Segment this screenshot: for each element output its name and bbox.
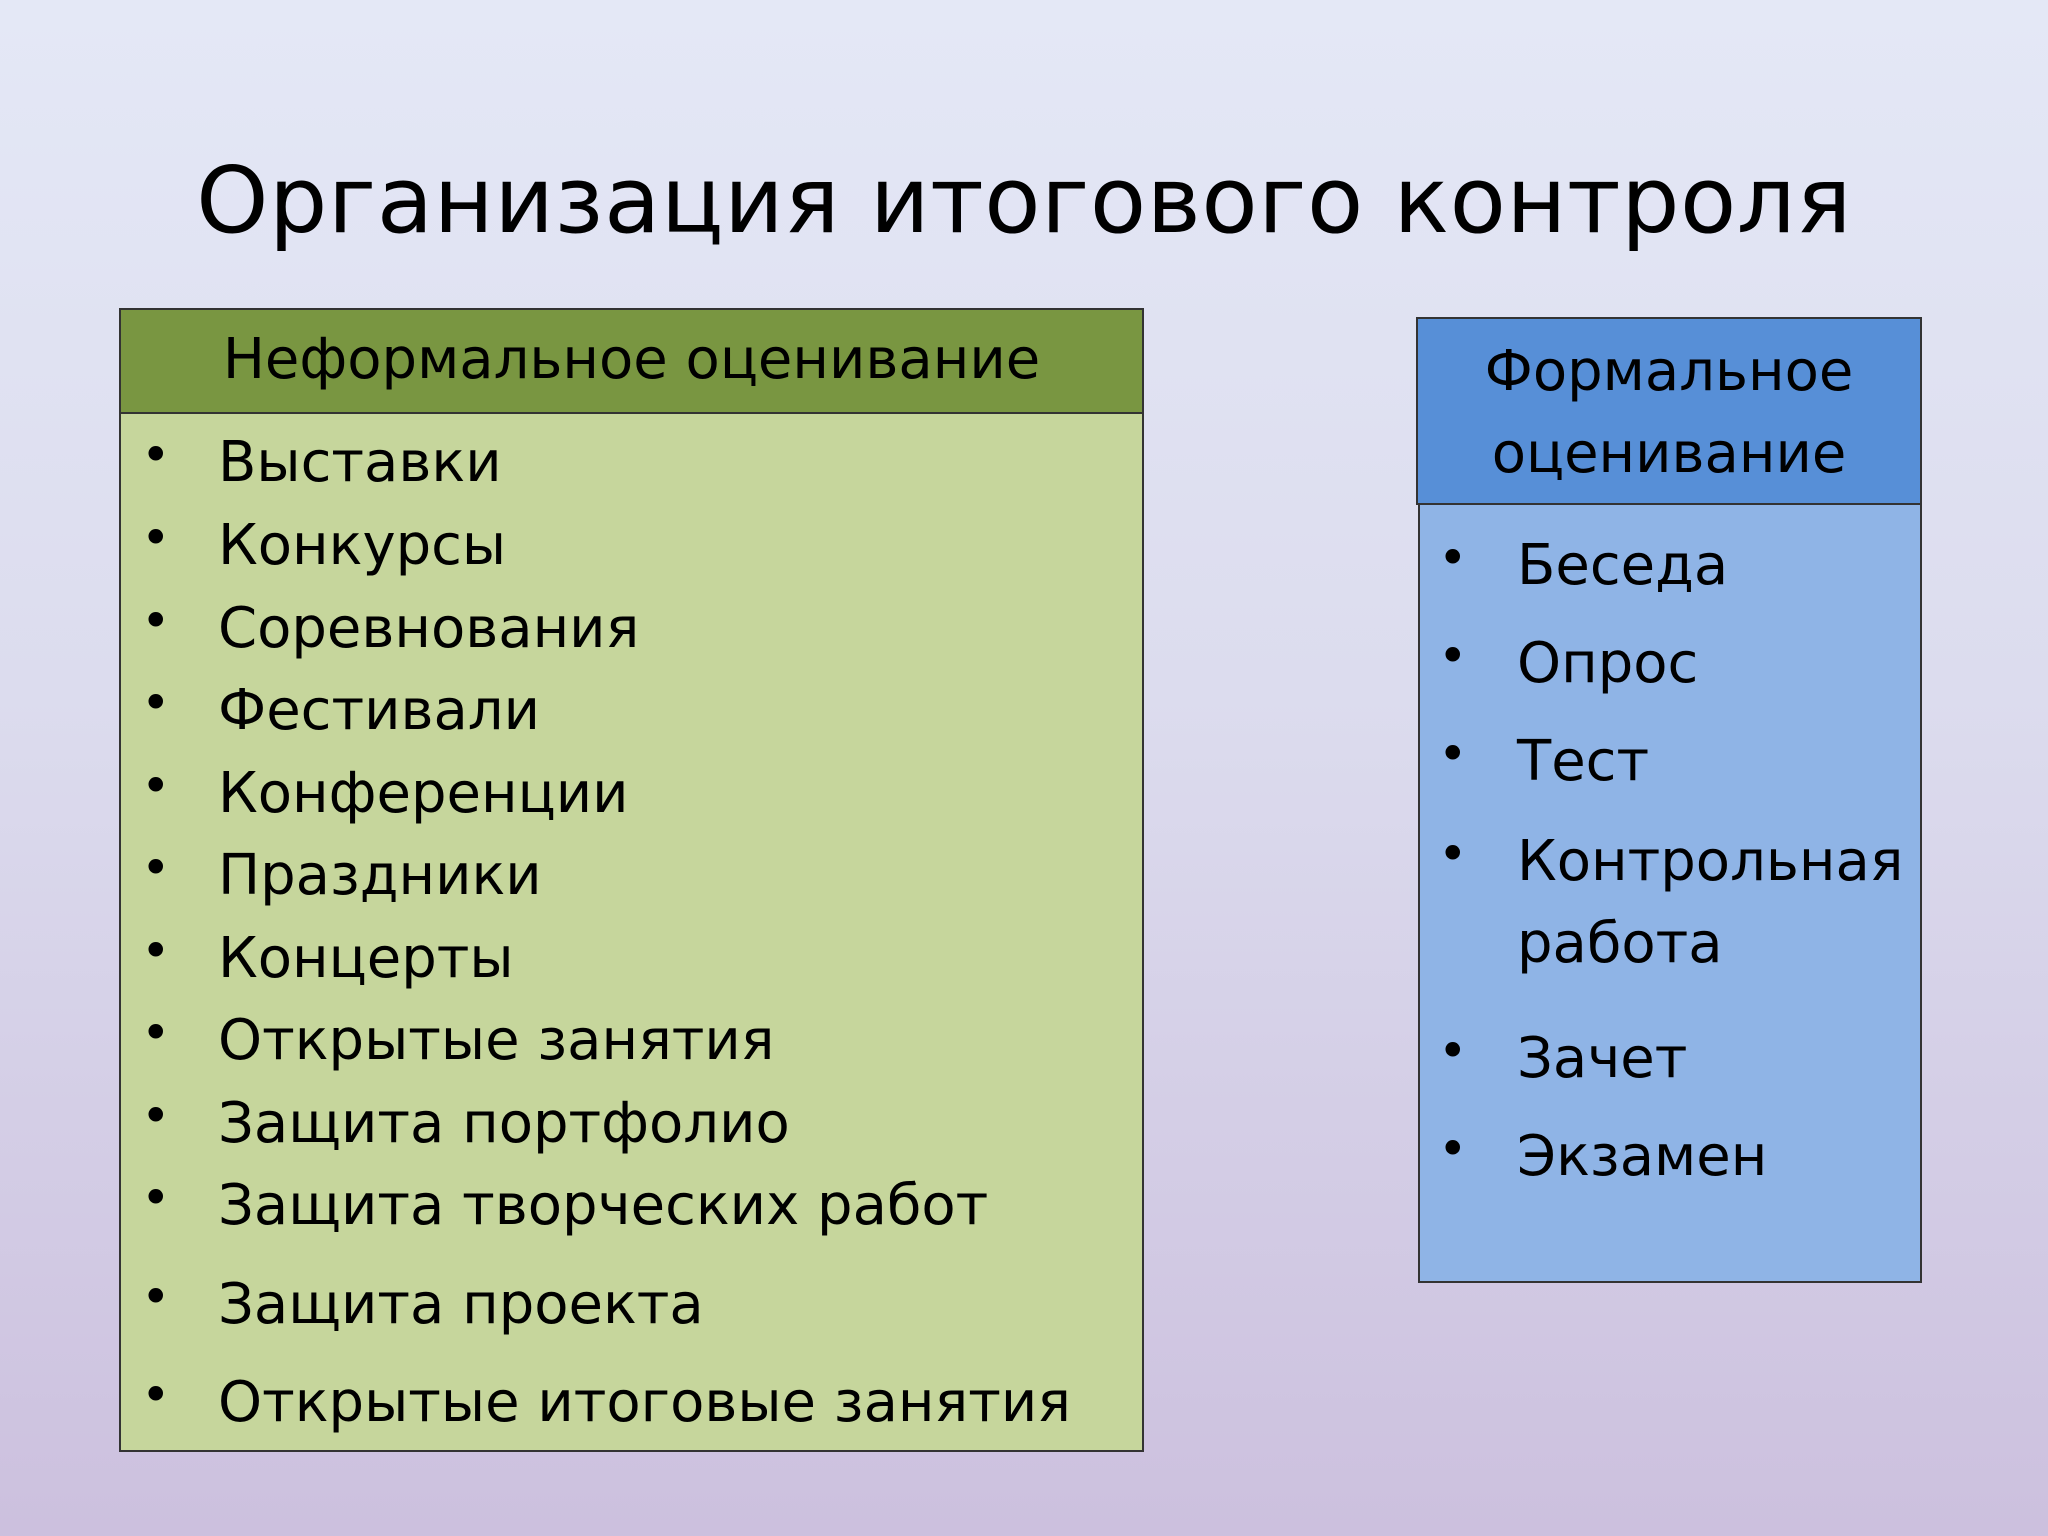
bullet-icon: •: [141, 592, 171, 650]
list-item-conferences: Конференции: [218, 761, 629, 826]
bullet-icon: •: [141, 674, 171, 732]
list-item-project-defense: Защита проекта: [218, 1272, 704, 1337]
formal-assessment-header: [1416, 317, 1922, 505]
formal-assessment-heading-line2: оценивание: [1491, 421, 1847, 486]
bullet-icon: •: [141, 426, 171, 484]
list-item-concerts: Концерты: [218, 926, 514, 991]
list-item-holidays: Праздники: [218, 843, 542, 908]
bullet-icon: •: [141, 1087, 171, 1145]
bullet-icon: •: [1438, 825, 1468, 883]
bullet-icon: •: [1438, 1120, 1468, 1178]
bullet-icon: •: [141, 1169, 171, 1227]
list-item-exam: Экзамен: [1517, 1124, 1768, 1189]
formal-assessment-heading-line1: Формальное: [1484, 339, 1854, 404]
bullet-icon: •: [1438, 627, 1468, 685]
bullet-icon: •: [141, 509, 171, 567]
bullet-icon: •: [141, 839, 171, 897]
bullet-icon: •: [141, 1268, 171, 1326]
bullet-icon: •: [1438, 1022, 1468, 1080]
list-item-survey: Опрос: [1517, 631, 1699, 696]
list-item-contests: Конкурсы: [218, 513, 507, 578]
list-item-credit: Зачет: [1517, 1026, 1688, 1091]
list-item-festivals: Фестивали: [218, 678, 540, 743]
bullet-icon: •: [141, 1004, 171, 1062]
bullet-icon: •: [1438, 529, 1468, 587]
list-item-final-open-lessons: Открытые итоговые занятия: [218, 1370, 1071, 1435]
list-item-creative-works-defense: Защита творческих работ: [218, 1173, 989, 1238]
formal-assessment-list: [1418, 503, 1922, 1283]
list-item-conversation: Беседа: [1517, 533, 1729, 598]
informal-assessment-list: [119, 412, 1144, 1452]
informal-assessment-header: [119, 308, 1144, 414]
bullet-icon: •: [1438, 725, 1468, 783]
list-item-test: Тест: [1517, 729, 1650, 794]
bullet-icon: •: [141, 1366, 171, 1424]
informal-assessment-heading: Неформальное оценивание: [222, 327, 1041, 392]
list-item-control-work-line1: Контрольная: [1517, 829, 1904, 894]
list-item-control-work-line2: работа: [1517, 911, 1723, 976]
bullet-icon: •: [141, 922, 171, 980]
list-item-competitions: Соревнования: [218, 596, 640, 661]
slide-title: Организация итогового контроля: [196, 147, 1852, 254]
bullet-icon: •: [141, 757, 171, 815]
list-item-exhibitions: Выставки: [218, 430, 502, 495]
list-item-portfolio-defense: Защита портфолио: [218, 1091, 790, 1156]
list-item-open-lessons: Открытые занятия: [218, 1008, 775, 1073]
